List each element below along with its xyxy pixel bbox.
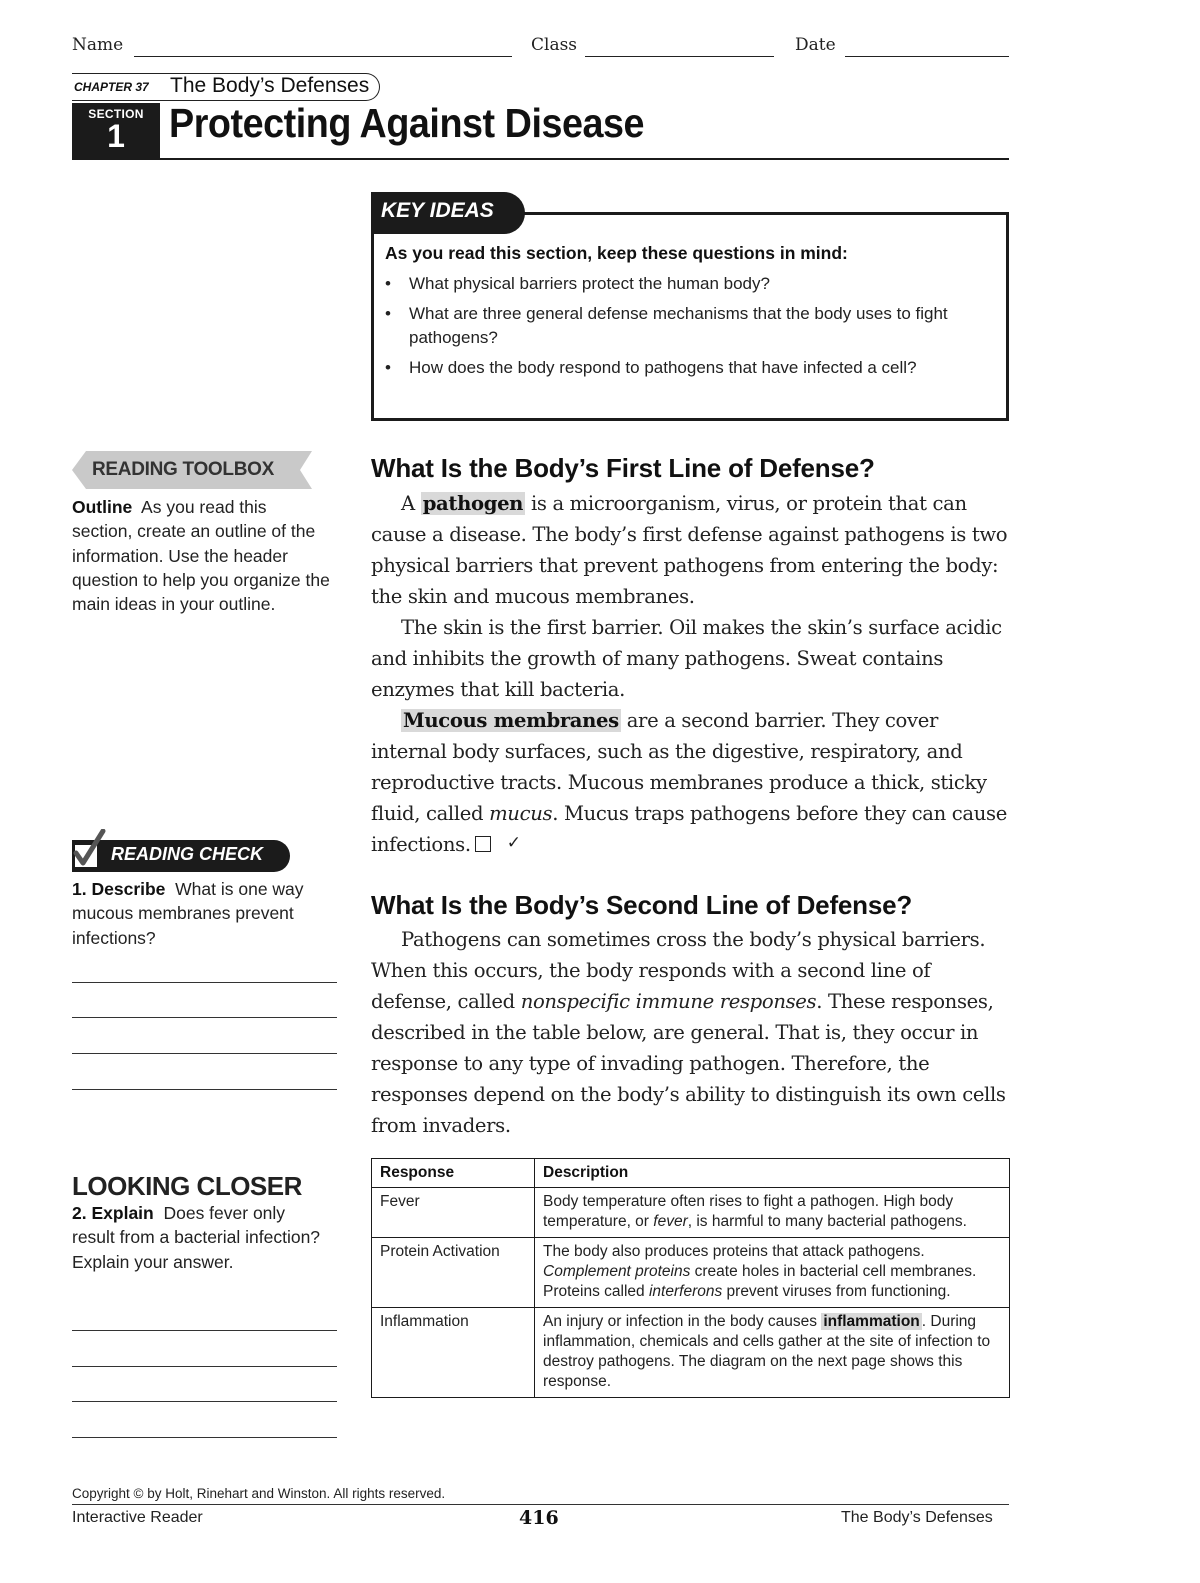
paragraph-text: are a second barrier. They cover internal body surfaces, such as the digestive, respiratory, and reproductive tracts. Mucous membranes produce a thick, sticky fluid, called (371, 709, 987, 825)
answer-line[interactable] (72, 1401, 337, 1402)
table-row (372, 1188, 1010, 1238)
cell-text: Body temperature often rises to fight a pathogen. High body temperature, or (543, 1193, 954, 1230)
key-ideas-prompt: As you read this section, keep these questions in mind: (385, 243, 848, 263)
key-idea-item: • What are three general defense mechanisms that the body uses to fight pathogens? (385, 302, 995, 350)
vocab-term-mucous-membranes: Mucous membranes (403, 709, 619, 732)
checkmark-icon (73, 829, 107, 869)
answer-line[interactable] (72, 982, 337, 983)
emphasis-text: interferons (648, 1283, 723, 1300)
paragraph-text: . Mucus traps pathogens before they can cause infections. (371, 802, 1007, 856)
table-cell-response: Protein Activation (372, 1238, 535, 1308)
key-ideas-list (385, 272, 995, 386)
key-ideas-label: KEY IDEAS (381, 199, 494, 222)
table-cell-description (535, 1188, 1010, 1238)
name-line[interactable] (134, 56, 512, 57)
responses-table (371, 1158, 1010, 1398)
toolbox-lead: Outline (72, 497, 133, 517)
paragraph (371, 924, 1011, 1141)
section-heading-first-line: What Is the Body’s First Line of Defense? (371, 453, 875, 483)
answer-line[interactable] (72, 1089, 337, 1090)
chapter-title: The Body’s Defenses (170, 74, 370, 97)
answer-line[interactable] (72, 1366, 337, 1367)
first-line-body (371, 488, 1011, 860)
section-word: SECTION (88, 107, 144, 121)
reading-toolbox-label: READING TOOLBOX (92, 459, 274, 480)
vocab-term-pathogen: pathogen (422, 492, 524, 515)
emphasis-text: mucus (489, 802, 553, 825)
toolbox-text (72, 495, 330, 616)
table-cell-description (535, 1308, 1010, 1398)
closer-verb: Explain (91, 1203, 154, 1223)
checkbox-icon (73, 843, 99, 869)
section-badge (72, 103, 160, 160)
answer-line[interactable] (72, 1437, 337, 1438)
table-cell-response: Fever (372, 1188, 535, 1238)
cell-text: An injury or infection in the body causes (543, 1313, 817, 1330)
check-question: What is one way mucous membranes prevent infections? (72, 879, 304, 948)
cell-text: prevent viruses from functioning. (726, 1283, 951, 1300)
key-idea-item: • What physical barriers protect the human body? (385, 272, 995, 296)
closer-question: Does fever only result from a bacterial infection? Explain your answer. (72, 1203, 321, 1272)
paragraph-text: Pathogens can sometimes cross the body’s physical barriers. When this occurs, the body responds with a second line of defense, called (371, 928, 986, 1013)
key-idea-item: • How does the body respond to pathogens that have infected a cell? (385, 356, 995, 380)
table-row (372, 1238, 1010, 1308)
page-title: Protecting Against Disease (169, 100, 645, 146)
answer-line[interactable] (72, 1017, 337, 1018)
check-number: 1. (72, 879, 87, 899)
cell-text: The body also produces proteins that attack pathogens. (543, 1243, 925, 1260)
second-line-body (371, 924, 1011, 1141)
table-cell-response: Inflammation (372, 1308, 535, 1398)
page-number: 416 (519, 1507, 559, 1529)
reading-check-marker-icon (475, 836, 491, 852)
table-cell-description (535, 1238, 1010, 1308)
footer-chapter-title: The Body’s Defenses (841, 1509, 993, 1526)
date-label: Date (795, 35, 836, 55)
check-verb: Describe (91, 879, 166, 899)
section-heading-second-line: What Is the Body’s Second Line of Defense? (371, 890, 913, 920)
reading-check-label: READING CHECK (111, 844, 264, 864)
emphasis-text: nonspecific immune responses (520, 990, 817, 1013)
table-header-row (372, 1159, 1010, 1188)
section-number: 1 (107, 118, 125, 154)
toolbox-body: As you read this section, create an outline of the information. Use the header question to help you organize the main ideas in your outline. (72, 497, 330, 615)
emphasis-text: Complement proteins (543, 1263, 691, 1280)
cell-text: . During inflammation, chemicals and cells gather at the site of infection to destroy pathogens. The diagram on the next page shows this response. (543, 1313, 991, 1390)
class-label: Class (531, 35, 578, 55)
class-line[interactable] (585, 56, 774, 57)
date-line[interactable] (845, 56, 1009, 57)
copyright-notice: Copyright © by Holt, Rinehart and Winston. All rights reserved. (72, 1486, 446, 1501)
looking-closer-title: LOOKING CLOSER (72, 1171, 302, 1201)
chapter-label: CHAPTER 37 (74, 80, 149, 94)
table-header-description: Description (535, 1159, 1010, 1188)
name-label: Name (72, 35, 124, 55)
title-rule (72, 158, 1009, 160)
emphasis-text: fever (653, 1213, 688, 1230)
paragraph (371, 488, 1011, 612)
paragraph-text: A (401, 492, 415, 515)
looking-closer-question (72, 1201, 322, 1274)
vocab-term-inflammation: inflammation (823, 1313, 920, 1330)
paragraph: The skin is the first barrier. Oil makes the skin’s surface acidic and inhibits the growth of many pathogens. Sweat contains enzymes that kill bacteria. (371, 616, 1002, 701)
cell-text: , is harmful to many bacterial pathogens. (687, 1213, 967, 1230)
footer-rule (72, 1504, 1009, 1505)
footer-book-title: Interactive Reader (72, 1509, 203, 1526)
cell-text: create holes in bacterial cell membranes. Proteins called (543, 1263, 977, 1300)
paragraph (371, 705, 1011, 860)
reading-check-question (72, 877, 312, 950)
table-header-response: Response (372, 1159, 535, 1188)
closer-number: 2. (72, 1203, 87, 1223)
answer-line[interactable] (72, 1053, 337, 1054)
paragraph-text: is a microorganism, virus, or protein that can cause a disease. The body’s first defense against pathogens is two physical barriers that prevent pathogens from entering the body: the skin and mucous membranes. (371, 492, 1008, 608)
answer-line[interactable] (72, 1330, 337, 1331)
table-row (372, 1308, 1010, 1398)
paragraph-text: . These responses, described in the table below, are general. That is, they occur in response to any type of invading pathogen. Therefore, the responses depend on the body’s ability to distinguish its own cells from invaders. (371, 990, 1006, 1137)
